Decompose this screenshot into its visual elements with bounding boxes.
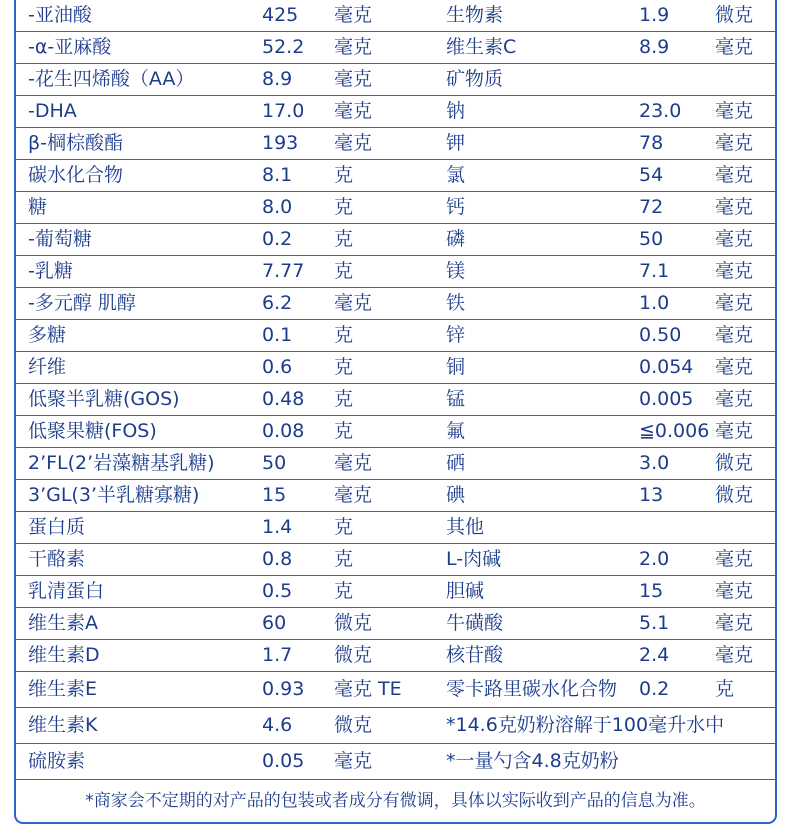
table-row (16, 448, 775, 480)
nutrient-name: -α-亚麻酸 (28, 36, 112, 58)
nutrient-name: 维生素A (28, 612, 98, 634)
table-row (16, 160, 775, 192)
nutrient-value: 0.054 (639, 356, 694, 378)
nutrient-unit: 毫克 (715, 228, 754, 250)
nutrient-unit: 毫克 (715, 580, 754, 602)
nutrient-name: 胆碱 (446, 580, 485, 602)
table-row (16, 708, 775, 744)
nutrient-name: 多糖 (28, 324, 67, 346)
nutrient-unit: 毫克 (715, 612, 754, 634)
nutrient-value: 8.0 (262, 196, 293, 218)
nutrient-value: 8.9 (262, 68, 293, 90)
nutrient-name: 碘 (446, 484, 466, 506)
table-row (16, 512, 775, 544)
nutrient-unit: 毫克 (715, 356, 754, 378)
nutrient-value: 3.0 (639, 452, 670, 474)
nutrient-name: 3’GL(3’半乳糖寡糖) (28, 484, 200, 506)
nutrient-value: 15 (262, 484, 287, 506)
nutrient-value: 0.2 (639, 678, 670, 700)
nutrient-name: 纤维 (28, 356, 67, 378)
nutrient-name: 锌 (446, 324, 466, 346)
nutrient-unit: 微克 (715, 452, 754, 474)
nutrient-value: 52.2 (262, 36, 305, 58)
table-row (16, 416, 775, 448)
nutrient-unit: 毫克 (715, 292, 754, 314)
nutrient-unit: 克 (334, 260, 354, 282)
table-row (16, 672, 775, 708)
table-row (16, 0, 775, 32)
nutrient-unit: 毫克 (715, 100, 754, 122)
nutrient-unit: 毫克 (715, 388, 754, 410)
nutrient-value: 1.0 (639, 292, 670, 314)
nutrient-unit: 毫克 (334, 132, 373, 154)
nutrient-unit: 微克 (334, 644, 373, 666)
nutrient-unit: 克 (334, 388, 354, 410)
nutrient-value: 0.5 (262, 580, 293, 602)
nutrient-name: -花生四烯酸（AA） (28, 68, 195, 90)
nutrient-value: 0.8 (262, 548, 293, 570)
nutrient-name: 铁 (446, 292, 466, 314)
nutrient-name: 锰 (446, 388, 466, 410)
nutrient-value: 15 (639, 580, 664, 602)
nutrient-value: 0.6 (262, 356, 293, 378)
nutrient-name: 维生素D (28, 644, 100, 666)
nutrient-name: 碳水化合物 (28, 164, 124, 186)
nutrient-value (639, 64, 715, 95)
nutrient-value: 50 (639, 228, 664, 250)
nutrient-name: 维生素K (28, 714, 98, 736)
nutrient-unit: 克 (334, 516, 354, 538)
nutrient-unit: 克 (334, 420, 354, 442)
nutrient-name: 零卡路里碳水化合物 (446, 678, 618, 700)
nutrient-unit: 毫克 (334, 484, 373, 506)
footer-note: *商家会不定期的对产品的包装或者成分有微调，具体以实际收到产品的信息为准。 (85, 791, 706, 811)
table-row (16, 256, 775, 288)
nutrient-unit: 毫克 (715, 324, 754, 346)
nutrient-name: 2’FL(2’岩藻糖基乳糖) (28, 452, 215, 474)
nutrient-name: -葡萄糖 (28, 228, 92, 250)
nutrient-value: 425 (262, 4, 299, 26)
nutrient-name: 硫胺素 (28, 750, 86, 772)
nutrient-name: 乳清蛋白 (28, 580, 105, 602)
nutrient-name: 硒 (446, 452, 466, 474)
table-row (16, 608, 775, 640)
nutrient-unit: 克 (715, 678, 735, 700)
nutrient-value: 72 (639, 196, 664, 218)
nutrient-name: 低聚果糖(FOS) (28, 420, 157, 442)
nutrient-name: 牛磺酸 (446, 612, 504, 634)
nutrient-name: 镁 (446, 260, 466, 282)
nutrient-unit: 克 (334, 548, 354, 570)
nutrient-name: 氯 (446, 164, 466, 186)
nutrient-value (639, 744, 715, 779)
nutrient-unit: 毫克 (715, 36, 754, 58)
nutrient-name: -亚油酸 (28, 4, 92, 26)
nutrient-value: ≦0.006 (639, 420, 710, 442)
nutrient-unit: 克 (334, 324, 354, 346)
nutrient-unit: 克 (334, 196, 354, 218)
table-row (16, 32, 775, 64)
nutrient-unit: 毫克 (715, 420, 754, 442)
nutrient-name: 维生素C (446, 36, 517, 58)
nutrient-value: 7.77 (262, 260, 305, 282)
nutrient-name: 蛋白质 (28, 516, 86, 538)
nutrient-value: 6.2 (262, 292, 293, 314)
nutrient-value: 7.1 (639, 260, 670, 282)
nutrient-value: 0.93 (262, 678, 305, 700)
nutrient-unit: 毫克 (334, 750, 373, 772)
table-row (16, 320, 775, 352)
nutrient-unit: 毫克 (334, 100, 373, 122)
nutrient-unit: 毫克 (715, 644, 754, 666)
nutrient-unit: 微克 (715, 484, 754, 506)
nutrient-name: 钙 (446, 196, 466, 218)
nutrient-name: 磷 (446, 228, 466, 250)
nutrient-unit: 毫克 (715, 132, 754, 154)
nutrient-value: 0.2 (262, 228, 293, 250)
nutrient-unit (715, 64, 775, 95)
nutrient-name: 核苷酸 (446, 644, 504, 666)
nutrient-name: β-棡棕酸酯 (28, 132, 123, 154)
table-row (16, 64, 775, 96)
nutrient-unit: 克 (334, 356, 354, 378)
nutrient-unit: 克 (334, 580, 354, 602)
nutrient-unit: 毫克 (334, 68, 373, 90)
nutrient-value: 60 (262, 612, 287, 634)
nutrient-value (639, 512, 715, 543)
nutrient-value: 0.05 (262, 750, 305, 772)
nutrient-unit: 微克 (334, 714, 373, 736)
nutrient-unit: 毫克 (334, 4, 373, 26)
table-row (16, 576, 775, 608)
nutrient-value: 4.6 (262, 714, 293, 736)
table-row (16, 640, 775, 672)
nutrient-name: 低聚半乳糖(GOS) (28, 388, 180, 410)
nutrient-value: 5.1 (639, 612, 670, 634)
nutrient-value: 1.4 (262, 516, 293, 538)
table-row (16, 352, 775, 384)
nutrient-unit: 毫克 TE (334, 678, 402, 700)
nutrient-name: 糖 (28, 196, 48, 218)
table-row (16, 192, 775, 224)
nutrient-value: 1.9 (639, 4, 670, 26)
nutrient-unit: 毫克 (715, 548, 754, 570)
nutrient-unit (715, 744, 775, 779)
nutrient-value: 0.50 (639, 324, 682, 346)
nutrient-name: 维生素E (28, 678, 98, 700)
nutrient-unit: 微克 (334, 612, 373, 634)
nutrient-value: 0.005 (639, 388, 694, 410)
nutrient-value: 13 (639, 484, 664, 506)
nutrient-unit: 毫克 (334, 292, 373, 314)
nutrient-value: 54 (639, 164, 664, 186)
nutrient-value: 0.1 (262, 324, 293, 346)
nutrient-name: 铜 (446, 356, 466, 378)
table-row (16, 384, 775, 416)
nutrient-name: -多元醇 肌醇 (28, 292, 136, 314)
nutrient-unit (715, 708, 775, 743)
nutrient-name: *14.6克奶粉溶解于100毫升水中 (446, 714, 725, 736)
nutrient-unit: 毫克 (715, 164, 754, 186)
nutrient-value: 0.48 (262, 388, 305, 410)
nutrient-value: 2.0 (639, 548, 670, 570)
nutrient-name: 氟 (446, 420, 466, 442)
nutrient-unit: 毫克 (715, 260, 754, 282)
nutrient-unit: 毫克 (334, 36, 373, 58)
nutrient-unit (715, 512, 775, 543)
table-row (16, 744, 775, 780)
nutrient-value: 23.0 (639, 100, 682, 122)
table-row (16, 224, 775, 256)
nutrient-value: 50 (262, 452, 287, 474)
nutrient-unit: 微克 (715, 4, 754, 26)
nutrient-value: 8.9 (639, 36, 670, 58)
nutrient-name: 矿物质 (446, 68, 504, 90)
table-row (16, 128, 775, 160)
nutrient-unit: 克 (334, 228, 354, 250)
nutrient-value: 2.4 (639, 644, 670, 666)
nutrition-table (16, 0, 775, 780)
nutrient-unit: 毫克 (334, 452, 373, 474)
nutrient-name: 钾 (446, 132, 466, 154)
nutrient-value: 17.0 (262, 100, 305, 122)
nutrient-name: 钠 (446, 100, 466, 122)
nutrient-value: 0.08 (262, 420, 305, 442)
nutrient-unit: 毫克 (715, 196, 754, 218)
nutrient-name: -乳糖 (28, 260, 73, 282)
table-row (16, 288, 775, 320)
table-row (16, 544, 775, 576)
nutrient-value: 1.7 (262, 644, 293, 666)
table-row (16, 480, 775, 512)
nutrient-value: 193 (262, 132, 299, 154)
nutrient-name: 其他 (446, 516, 485, 538)
nutrient-unit: 克 (334, 164, 354, 186)
nutrient-name: -DHA (28, 100, 77, 122)
nutrient-name: L-肉碱 (446, 548, 502, 570)
nutrient-value: 78 (639, 132, 664, 154)
nutrient-value: 8.1 (262, 164, 293, 186)
table-row (16, 96, 775, 128)
nutrient-name: 生物素 (446, 4, 504, 26)
nutrient-name: *一量勺含4.8克奶粉 (446, 750, 619, 772)
nutrient-value (639, 708, 715, 743)
nutrient-name: 干酪素 (28, 548, 86, 570)
